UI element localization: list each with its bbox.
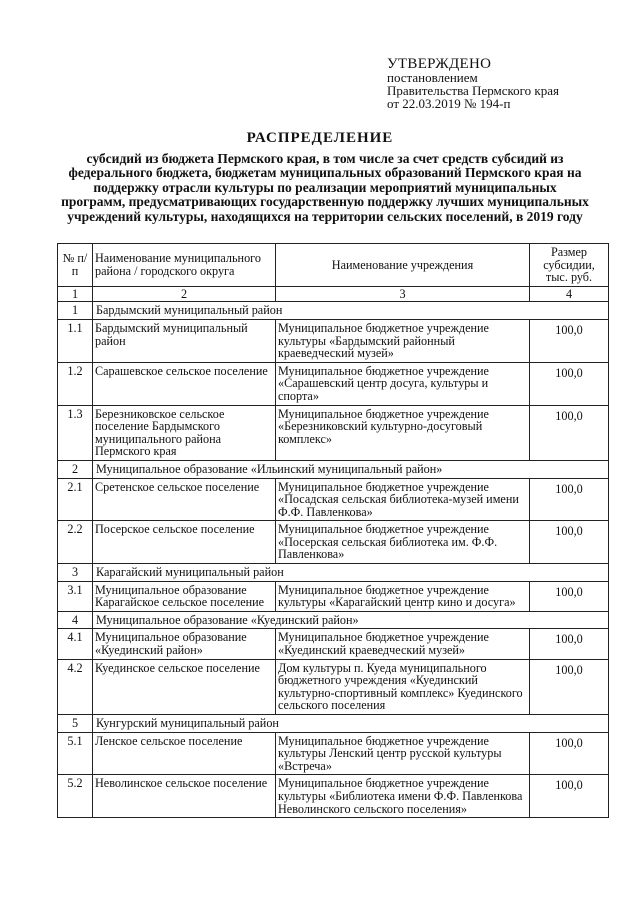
institution-cell: Муниципальное бюджетное учреждение культуры «Карагайский центр кино и досуга» bbox=[276, 581, 530, 611]
municipality-cell: Куединское сельское поселение bbox=[93, 659, 276, 714]
header-num: № п/п bbox=[58, 244, 93, 287]
subsidy-table bbox=[57, 243, 609, 818]
approval-line: от 22.03.2019 № 194-п bbox=[387, 96, 511, 111]
municipality-cell: Муниципальное образование «Куединский район» bbox=[93, 629, 276, 659]
table-row bbox=[58, 659, 609, 714]
row-num: 1.1 bbox=[58, 319, 93, 362]
header-institution: Наименование учреждения bbox=[276, 244, 530, 287]
column-number: 3 bbox=[276, 286, 530, 302]
institution-cell: Муниципальное бюджетное учреждение «Куединский краеведческий музей» bbox=[276, 629, 530, 659]
row-num: 2.1 bbox=[58, 478, 93, 521]
approval-title: УТВЕРЖДЕНО bbox=[387, 56, 492, 72]
group-name: Карагайский муниципальный район bbox=[93, 564, 609, 582]
institution-cell: Муниципальное бюджетное учреждение «Березниковский культурно-досуговый комплекс» bbox=[276, 405, 530, 460]
amount-cell: 100,0 bbox=[530, 319, 609, 362]
group-num: 5 bbox=[58, 715, 93, 733]
municipality-cell: Сарашевское сельское поселение bbox=[93, 362, 276, 405]
table-row bbox=[58, 775, 609, 818]
row-num: 2.2 bbox=[58, 521, 93, 564]
table-row bbox=[58, 405, 609, 460]
group-name: Кунгурский муниципальный район bbox=[93, 715, 609, 733]
group-name: Муниципальное образование «Куединский район» bbox=[93, 611, 609, 629]
institution-cell: Муниципальное бюджетное учреждение «Посадская сельская библиотека-музей имени Ф.Ф. Павленкова» bbox=[276, 478, 530, 521]
group-row bbox=[58, 460, 609, 478]
approval-stamp bbox=[387, 57, 559, 110]
amount-cell: 100,0 bbox=[530, 362, 609, 405]
approval-line: постановлением bbox=[387, 70, 478, 85]
group-num: 4 bbox=[58, 611, 93, 629]
table-row bbox=[58, 362, 609, 405]
institution-cell: Муниципальное бюджетное учреждение культуры Ленский центр русской культуры «Встреча» bbox=[276, 732, 530, 775]
document-subtitle: субсидий из бюджета Пермского края, в том числе за счет средств субсидий из федерального бюджета, бюджетам муниципальных образований Пермского края на поддержку отрасли культуры по реализации мероприятий муниципальных программ, предусматривающих государственную поддержку лучших муниципальных учреждений культуры, находящихся на территории сельских поселений, в 2019 году bbox=[61, 151, 589, 224]
row-num: 4.1 bbox=[58, 629, 93, 659]
header-municipality: Наименование муниципального района / городского округа bbox=[93, 244, 276, 287]
header-amount: Размер субсидии, тыс. руб. bbox=[530, 244, 609, 287]
table-row bbox=[58, 521, 609, 564]
table-row bbox=[58, 319, 609, 362]
amount-cell: 100,0 bbox=[530, 405, 609, 460]
institution-cell: Муниципальное бюджетное учреждение культуры «Бардымский районный краеведческий музей» bbox=[276, 319, 530, 362]
approval-line: Правительства Пермского края bbox=[387, 83, 559, 98]
row-num: 5.2 bbox=[58, 775, 93, 818]
group-name: Муниципальное образование «Ильинский муниципальный район» bbox=[93, 460, 609, 478]
group-row bbox=[58, 302, 609, 320]
group-num: 2 bbox=[58, 460, 93, 478]
group-num: 1 bbox=[58, 302, 93, 320]
institution-cell: Муниципальное бюджетное учреждение культуры «Библиотека имени Ф.Ф. Павленкова Неволинского сельского поселения» bbox=[276, 775, 530, 818]
amount-cell: 100,0 bbox=[530, 775, 609, 818]
amount-cell: 100,0 bbox=[530, 732, 609, 775]
row-num: 5.1 bbox=[58, 732, 93, 775]
amount-cell: 100,0 bbox=[530, 521, 609, 564]
row-num: 1.3 bbox=[58, 405, 93, 460]
column-number: 4 bbox=[530, 286, 609, 302]
amount-cell: 100,0 bbox=[530, 659, 609, 714]
municipality-cell: Бардымский муниципальный район bbox=[93, 319, 276, 362]
amount-cell: 100,0 bbox=[530, 478, 609, 521]
municipality-cell: Посерское сельское поселение bbox=[93, 521, 276, 564]
municipality-cell: Березниковское сельское поселение Бардымского муниципального района Пермского края bbox=[93, 405, 276, 460]
municipality-cell: Ленское сельское поселение bbox=[93, 732, 276, 775]
row-num: 1.2 bbox=[58, 362, 93, 405]
row-num: 3.1 bbox=[58, 581, 93, 611]
municipality-cell: Муниципальное образование Карагайское сельское поселение bbox=[93, 581, 276, 611]
row-num: 4.2 bbox=[58, 659, 93, 714]
amount-cell: 100,0 bbox=[530, 629, 609, 659]
group-row bbox=[58, 564, 609, 582]
column-number: 1 bbox=[58, 286, 93, 302]
institution-cell: Дом культуры п. Куеда муниципального бюджетного учреждения «Куединский культурно-спортивный комплекс» Куединского сельского поселения bbox=[276, 659, 530, 714]
amount-cell: 100,0 bbox=[530, 581, 609, 611]
institution-cell: Муниципальное бюджетное учреждение «Посерская сельская библиотека им. Ф.Ф. Павленкова» bbox=[276, 521, 530, 564]
municipality-cell: Сретенское сельское поселение bbox=[93, 478, 276, 521]
municipality-cell: Неволинское сельское поселение bbox=[93, 775, 276, 818]
document-title: РАСПРЕДЕЛЕНИЕ bbox=[246, 130, 394, 146]
column-number-row bbox=[58, 286, 609, 302]
group-num: 3 bbox=[58, 564, 93, 582]
group-row bbox=[58, 715, 609, 733]
group-name: Бардымский муниципальный район bbox=[93, 302, 609, 320]
table-row bbox=[58, 478, 609, 521]
table-row bbox=[58, 732, 609, 775]
institution-cell: Муниципальное бюджетное учреждение «Сарашевский центр досуга, культуры и спорта» bbox=[276, 362, 530, 405]
group-row bbox=[58, 611, 609, 629]
column-number: 2 bbox=[93, 286, 276, 302]
table-header-row bbox=[58, 244, 609, 287]
table-row bbox=[58, 581, 609, 611]
table-row bbox=[58, 629, 609, 659]
